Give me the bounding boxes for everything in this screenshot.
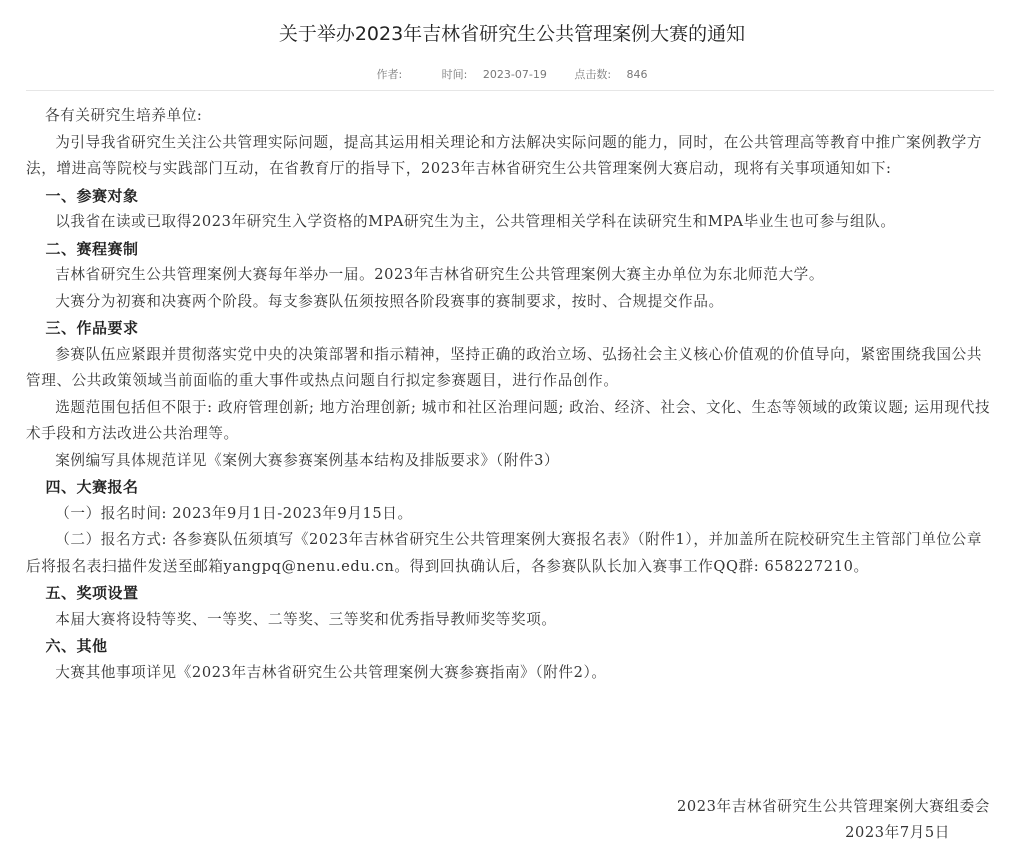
views-value: 846 xyxy=(626,68,648,81)
article-title: 关于举办2023年吉林省研究生公共管理案例大赛的通知 xyxy=(278,23,746,45)
signature-organization: 2023年吉林省研究生公共管理案例大赛组委会 xyxy=(676,798,990,815)
section-paragraph: 选题范围包括但不限于: 政府管理创新; 地方治理创新; 城市和社区治理问题; 政治、经济、社会、文化、生态等领域的政策议题; 运用现代技术手段和方法改进公共治理等。 xyxy=(26,398,991,442)
article-body xyxy=(26,103,992,686)
section-paragraph: 大赛分为初赛和决赛两个阶段。每支参赛队伍须按照各阶段赛事的赛制要求，按时、合规提交作品。 xyxy=(55,292,724,310)
salutation: 各有关研究生培养单位: xyxy=(44,107,203,124)
section-paragraph: 案例编写具体规范详见《案例大赛参赛案例基本结构及排版要求》（附件3） xyxy=(55,451,560,469)
section-paragraph: 大赛其他事项详见《2023年吉林省研究生公共管理案例大赛参赛指南》（附件2）。 xyxy=(55,663,607,681)
section-heading-registration: 四、大赛报名 xyxy=(45,478,139,496)
time-value: 2023-07-19 xyxy=(482,68,547,81)
section-heading-other: 六、其他 xyxy=(45,637,108,655)
views-label: 点击数: xyxy=(574,68,612,81)
section-heading-requirements: 三、作品要求 xyxy=(45,319,139,337)
section-paragraph: 以我省在读或已取得2023年研究生入学资格的MPA研究生为主，公共管理相关学科在读研究生和MPA毕业生也可参与组队。 xyxy=(55,213,896,230)
section-heading-participants: 一、参赛对象 xyxy=(45,186,139,205)
article-meta xyxy=(0,66,1024,84)
author-field xyxy=(370,68,420,81)
author-label: 作者: xyxy=(376,68,403,81)
meta-divider xyxy=(26,90,994,91)
section-paragraph: （一）报名时间: 2023年9月1日-2023年9月15日。 xyxy=(55,504,413,522)
views-field xyxy=(568,68,653,81)
section-heading-awards: 五、奖项设置 xyxy=(45,584,139,602)
signature-date: 2023年7月5日 xyxy=(845,824,950,841)
time-label: 时间: xyxy=(441,68,468,81)
time-field xyxy=(436,68,553,81)
section-paragraph: （二）报名方式: 各参赛队伍须填写《2023年吉林省研究生公共管理案例大赛报名表》（附件1），并加盖所在院校研究生主管部门单位公章后将报名表扫描件发送至邮箱yangpq@nenu.edu.cn。得到回执确认后，各参赛队队长加入赛事工作QQ群: 658227210。 xyxy=(26,531,983,575)
section-paragraph: 参赛队伍应紧跟并贯彻落实党中央的决策部署和指示精神，坚持正确的政治立场、弘扬社会主义核心价值观的价值导向，紧密围绕我国公共管理、公共政策领域当前面临的重大事件或热点问题自行拟定参赛题目，进行作品创作。 xyxy=(26,345,983,389)
intro-paragraph: 为引导我省研究生关注公共管理实际问题，提高其运用相关理论和方法解决实际问题的能力，同时，在公共管理高等教育中推广案例教学方法，增进高等院校与实践部门互动，在省教育厅的指导下，2023年吉林省研究生公共管理案例大赛启动，现将有关事项通知如下: xyxy=(26,133,983,177)
section-paragraph: 本届大赛将设特等奖、一等奖、二等奖、三等奖和优秀指导教师奖等奖项。 xyxy=(55,610,557,628)
section-heading-schedule: 二、赛程赛制 xyxy=(45,239,139,258)
signature-block xyxy=(677,794,990,846)
section-paragraph: 吉林省研究生公共管理案例大赛每年举办一届。2023年吉林省研究生公共管理案例大赛主办单位为东北师范大学。 xyxy=(55,266,825,283)
